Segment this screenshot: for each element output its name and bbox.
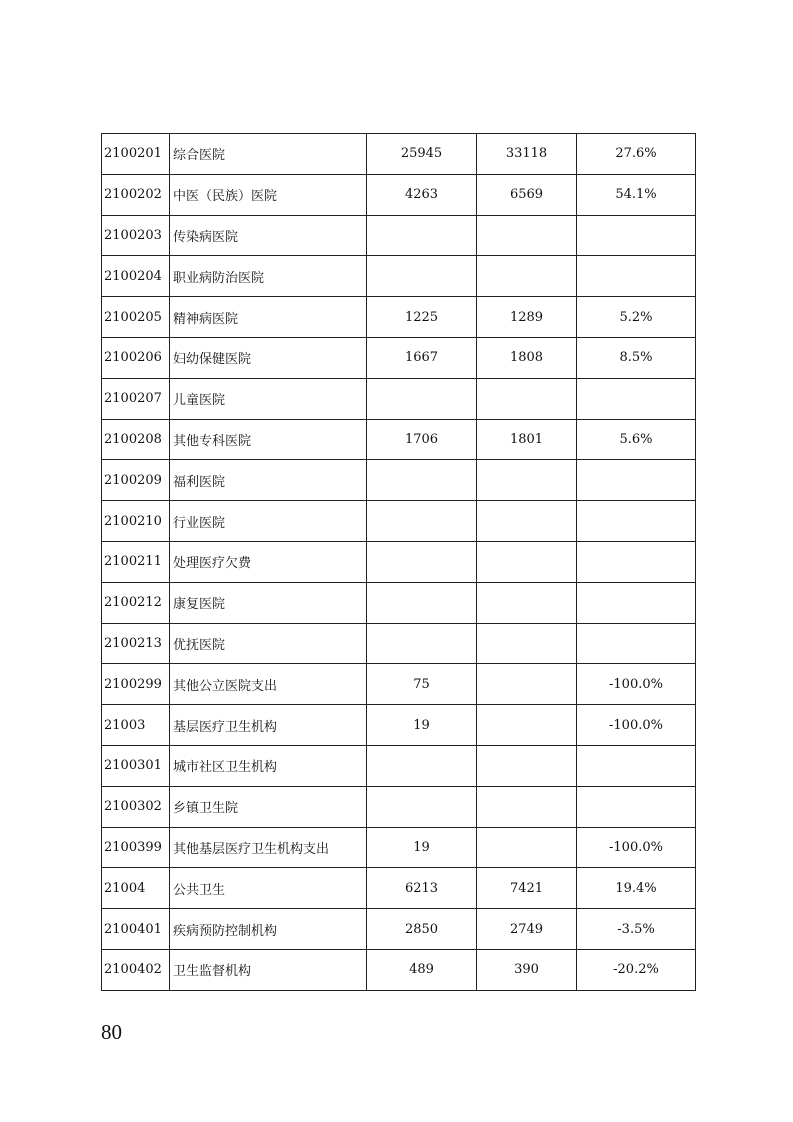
row-value-2 <box>477 256 577 297</box>
row-change-percent <box>577 623 696 664</box>
row-item-name: 其他基层医疗卫生机构支出 <box>170 827 367 868</box>
row-value-2 <box>477 664 577 705</box>
row-value-1: 1706 <box>367 419 477 460</box>
row-change-percent: -3.5% <box>577 909 696 950</box>
row-item-name: 基层医疗卫生机构 <box>170 705 367 746</box>
table-row <box>102 501 696 542</box>
row-item-name: 职业病防治医院 <box>170 256 367 297</box>
row-code: 2100211 <box>102 541 170 582</box>
row-value-1 <box>367 501 477 542</box>
row-value-2 <box>477 460 577 501</box>
row-change-percent: 19.4% <box>577 868 696 909</box>
table-row <box>102 623 696 664</box>
row-value-2 <box>477 501 577 542</box>
table-row <box>102 134 696 175</box>
row-change-percent <box>577 378 696 419</box>
row-value-2: 390 <box>477 949 577 990</box>
row-code: 2100299 <box>102 664 170 705</box>
row-value-1: 75 <box>367 664 477 705</box>
row-code: 2100205 <box>102 297 170 338</box>
table-row <box>102 541 696 582</box>
table-row <box>102 460 696 501</box>
row-code: 2100401 <box>102 909 170 950</box>
budget-table-body <box>102 134 696 991</box>
row-item-name: 其他公立医院支出 <box>170 664 367 705</box>
row-item-name: 疾病预防控制机构 <box>170 909 367 950</box>
row-value-2 <box>477 215 577 256</box>
row-code: 21004 <box>102 868 170 909</box>
row-value-1: 6213 <box>367 868 477 909</box>
page-number: 80 <box>101 1020 122 1044</box>
row-value-1 <box>367 215 477 256</box>
row-value-1 <box>367 623 477 664</box>
row-change-percent: -100.0% <box>577 827 696 868</box>
row-item-name: 其他专科医院 <box>170 419 367 460</box>
row-item-name: 城市社区卫生机构 <box>170 745 367 786</box>
table-row <box>102 745 696 786</box>
row-value-1: 2850 <box>367 909 477 950</box>
row-code: 2100201 <box>102 134 170 175</box>
row-value-1: 1667 <box>367 337 477 378</box>
row-code: 21003 <box>102 705 170 746</box>
table-row <box>102 215 696 256</box>
table-row <box>102 827 696 868</box>
row-value-2 <box>477 786 577 827</box>
table-row <box>102 337 696 378</box>
row-value-2 <box>477 378 577 419</box>
row-code: 2100204 <box>102 256 170 297</box>
row-code: 2100402 <box>102 949 170 990</box>
table-row <box>102 297 696 338</box>
row-change-percent <box>577 541 696 582</box>
row-change-percent <box>577 256 696 297</box>
row-change-percent: 5.2% <box>577 297 696 338</box>
row-item-name: 儿童医院 <box>170 378 367 419</box>
row-code: 2100208 <box>102 419 170 460</box>
row-value-1 <box>367 378 477 419</box>
row-change-percent: -100.0% <box>577 664 696 705</box>
row-item-name: 中医（民族）医院 <box>170 174 367 215</box>
row-code: 2100203 <box>102 215 170 256</box>
row-item-name: 精神病医院 <box>170 297 367 338</box>
row-code: 2100301 <box>102 745 170 786</box>
table-row <box>102 378 696 419</box>
row-code: 2100207 <box>102 378 170 419</box>
row-value-2: 7421 <box>477 868 577 909</box>
row-value-1: 19 <box>367 827 477 868</box>
row-value-2 <box>477 745 577 786</box>
table-row <box>102 174 696 215</box>
row-change-percent <box>577 460 696 501</box>
table-row <box>102 256 696 297</box>
row-value-1: 489 <box>367 949 477 990</box>
row-change-percent <box>577 786 696 827</box>
budget-table <box>101 133 696 991</box>
row-item-name: 优抚医院 <box>170 623 367 664</box>
table-row <box>102 786 696 827</box>
row-value-1: 19 <box>367 705 477 746</box>
row-code: 2100206 <box>102 337 170 378</box>
row-change-percent <box>577 582 696 623</box>
row-change-percent <box>577 501 696 542</box>
row-value-2: 1808 <box>477 337 577 378</box>
row-code: 2100212 <box>102 582 170 623</box>
row-code: 2100399 <box>102 827 170 868</box>
row-change-percent: 54.1% <box>577 174 696 215</box>
row-value-1: 1225 <box>367 297 477 338</box>
row-value-1: 4263 <box>367 174 477 215</box>
row-value-2: 1801 <box>477 419 577 460</box>
row-item-name: 乡镇卫生院 <box>170 786 367 827</box>
row-value-2 <box>477 705 577 746</box>
row-value-1 <box>367 786 477 827</box>
row-change-percent <box>577 745 696 786</box>
row-code: 2100202 <box>102 174 170 215</box>
row-item-name: 妇幼保健医院 <box>170 337 367 378</box>
row-value-1 <box>367 582 477 623</box>
row-item-name: 康复医院 <box>170 582 367 623</box>
row-item-name: 卫生监督机构 <box>170 949 367 990</box>
row-change-percent: -100.0% <box>577 705 696 746</box>
row-item-name: 行业医院 <box>170 501 367 542</box>
row-value-1 <box>367 745 477 786</box>
table-row <box>102 868 696 909</box>
row-value-2 <box>477 541 577 582</box>
row-change-percent <box>577 215 696 256</box>
row-value-2 <box>477 582 577 623</box>
row-item-name: 综合医院 <box>170 134 367 175</box>
row-item-name: 处理医疗欠费 <box>170 541 367 582</box>
table-row <box>102 419 696 460</box>
table-row <box>102 582 696 623</box>
row-value-1 <box>367 256 477 297</box>
row-item-name: 福利医院 <box>170 460 367 501</box>
row-value-1: 25945 <box>367 134 477 175</box>
row-item-name: 传染病医院 <box>170 215 367 256</box>
row-value-2: 1289 <box>477 297 577 338</box>
row-change-percent: 27.6% <box>577 134 696 175</box>
row-item-name: 公共卫生 <box>170 868 367 909</box>
row-value-1 <box>367 460 477 501</box>
row-code: 2100302 <box>102 786 170 827</box>
row-value-2 <box>477 827 577 868</box>
row-change-percent: 8.5% <box>577 337 696 378</box>
row-code: 2100209 <box>102 460 170 501</box>
table-row <box>102 705 696 746</box>
table-row <box>102 909 696 950</box>
row-value-1 <box>367 541 477 582</box>
row-code: 2100210 <box>102 501 170 542</box>
row-value-2: 33118 <box>477 134 577 175</box>
row-change-percent: -20.2% <box>577 949 696 990</box>
row-code: 2100213 <box>102 623 170 664</box>
table-row <box>102 949 696 990</box>
table-row <box>102 664 696 705</box>
row-change-percent: 5.6% <box>577 419 696 460</box>
row-value-2: 2749 <box>477 909 577 950</box>
row-value-2: 6569 <box>477 174 577 215</box>
row-value-2 <box>477 623 577 664</box>
